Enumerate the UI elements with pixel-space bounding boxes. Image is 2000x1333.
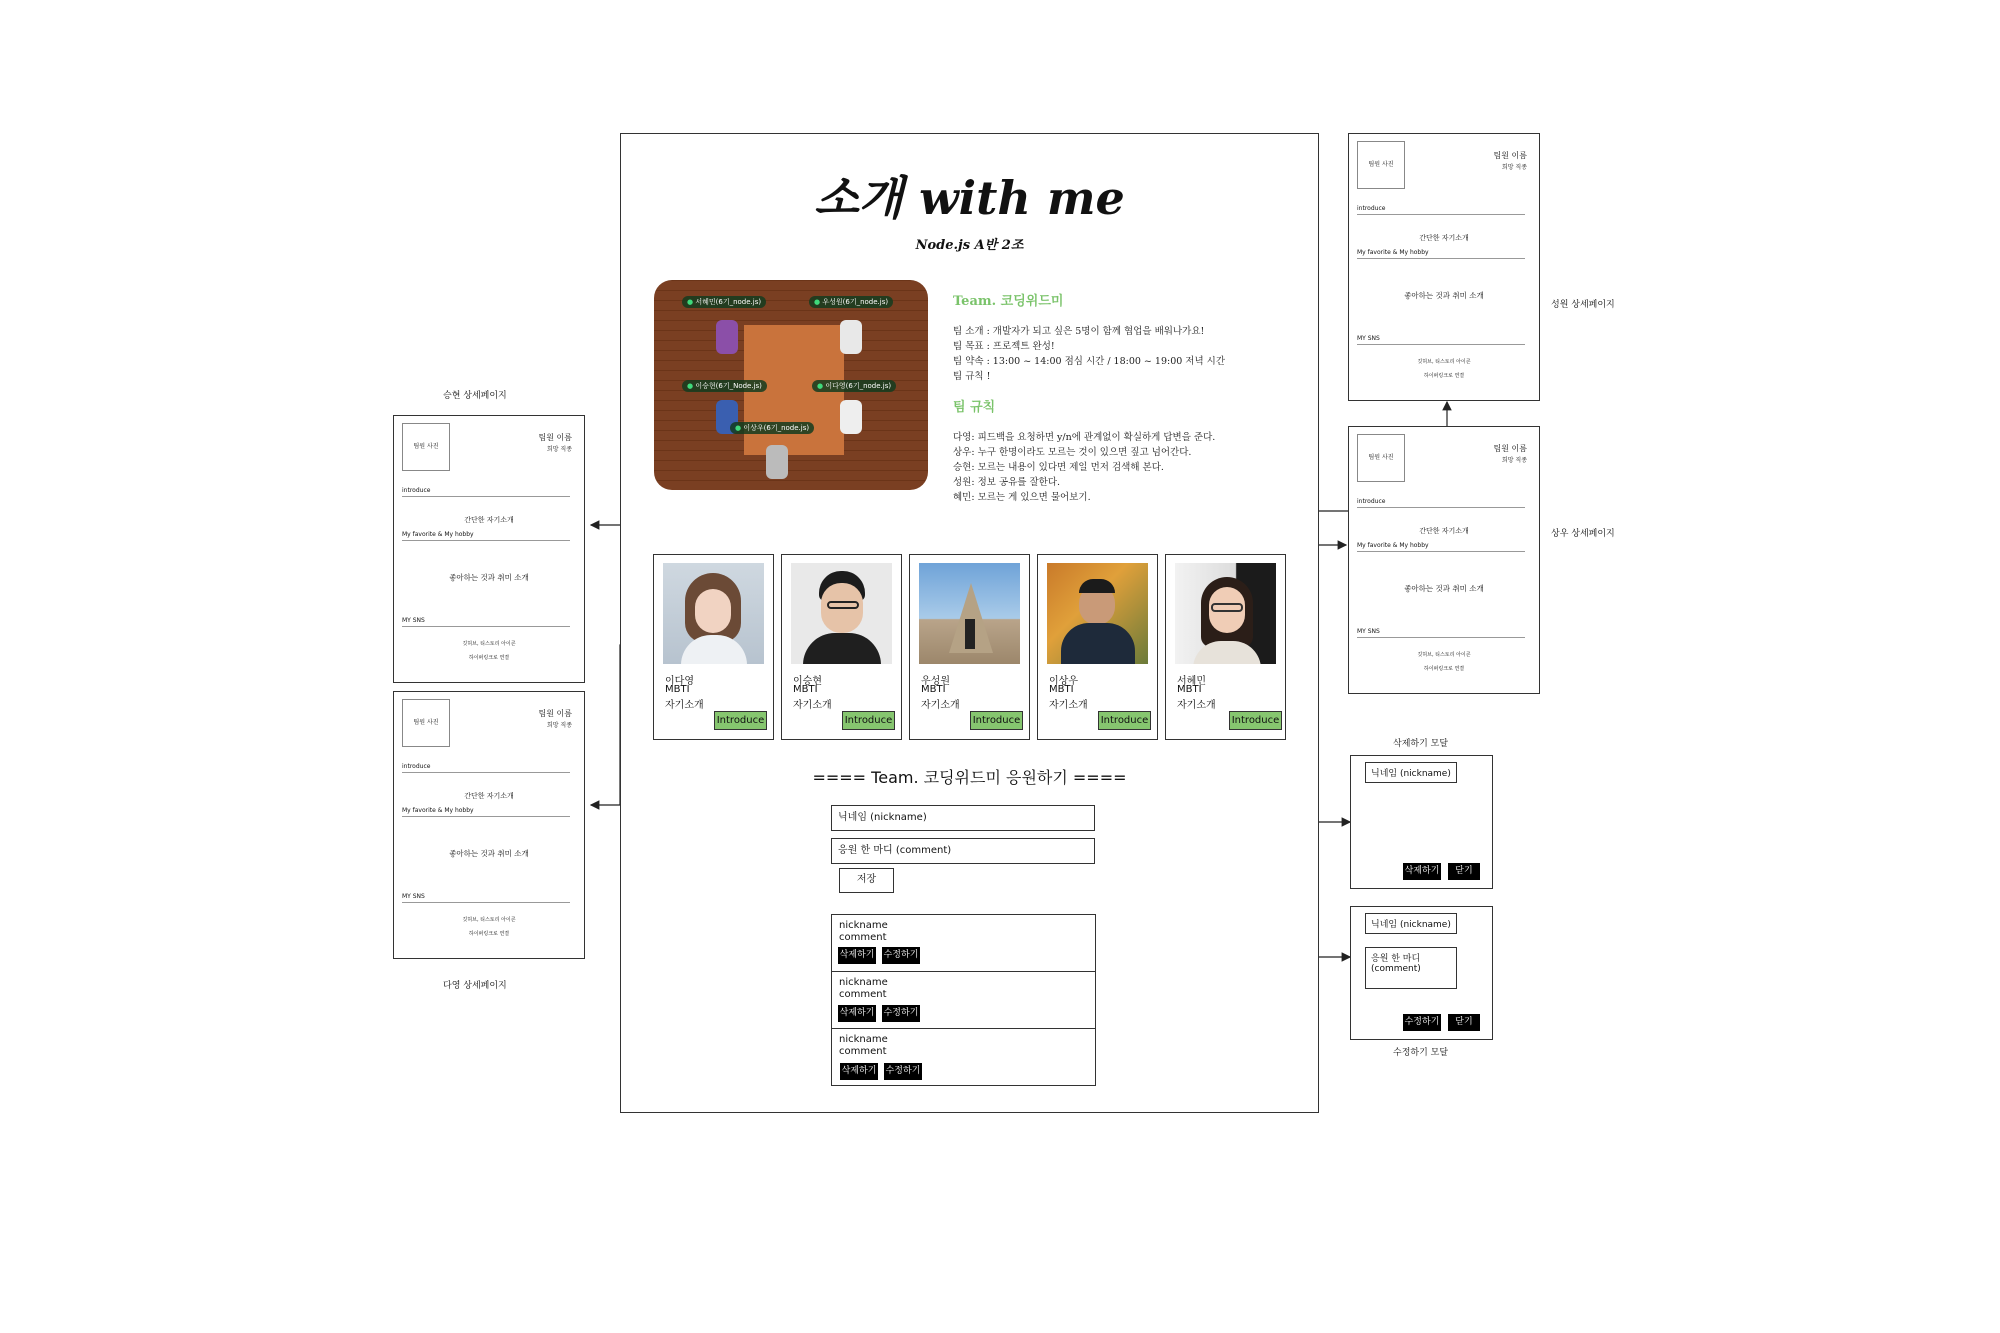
detail-member-name: 팀원 이름 <box>538 433 572 442</box>
edit-button[interactable]: 수정하기 <box>882 947 920 964</box>
introduce-button[interactable]: Introduce <box>970 711 1023 730</box>
member-card-seongwon <box>909 554 1030 740</box>
member-photo <box>663 563 764 664</box>
detail-favorite-label: My favorite & My hobby <box>1357 542 1429 549</box>
team-rules-title: 팀 규칙 <box>953 400 996 415</box>
member-intro: 자기소개 <box>665 700 704 711</box>
detail-job: 희망 직종 <box>546 446 572 453</box>
map-avatar <box>766 445 788 479</box>
delete-button[interactable]: 삭제하기 <box>838 1005 876 1022</box>
team-info-line: 팀 약속 : 13:00 ~ 14:00 점심 시간 / 18:00 ~ 19:00 저녁 시간 <box>953 356 1226 367</box>
detail-member-name: 팀원 이름 <box>1493 444 1527 453</box>
divider <box>1357 344 1525 345</box>
nickname-input[interactable]: 닉네임 (nickname) <box>831 805 1095 831</box>
divider <box>402 626 570 627</box>
detail-job: 희망 직종 <box>1501 164 1527 171</box>
member-photo <box>1175 563 1276 664</box>
map-avatar <box>840 320 862 354</box>
divider <box>1357 551 1525 552</box>
member-mbti: MBTI <box>921 684 946 695</box>
member-name: 이다영 <box>665 676 694 687</box>
detail-photo: 팀원 사진 <box>1357 434 1405 482</box>
member-card-dayoung <box>653 554 774 740</box>
member-mbti: MBTI <box>1049 684 1074 695</box>
map-avatar <box>840 400 862 434</box>
member-mbti: MBTI <box>665 684 690 695</box>
page-title: 소개 with me <box>814 171 1125 225</box>
delete-modal <box>1350 755 1493 889</box>
member-card-seunghyun <box>781 554 902 740</box>
team-info-line: 팀 목표 : 프로젝트 완성! <box>953 341 1055 352</box>
modal-nickname-field[interactable]: 닉네임 (nickname) <box>1365 913 1457 934</box>
detail-photo: 팀원 사진 <box>402 699 450 747</box>
member-photo <box>1047 563 1148 664</box>
detail-page-sangwoo <box>1348 426 1540 694</box>
map-name-tag: ● 서혜민(6기_node.js) <box>682 296 766 308</box>
team-info-line: 팀 소개 : 개발자가 되고 싶은 5명이 함께 협업을 배워나가요! <box>953 326 1205 337</box>
divider <box>1357 507 1525 508</box>
divider <box>1357 258 1525 259</box>
detail-self-intro: 간단한 자기소개 <box>464 792 514 800</box>
divider <box>402 772 570 773</box>
team-info-line: 팀 규칙 ! <box>953 371 991 382</box>
divider <box>402 496 570 497</box>
modal-nickname-field[interactable]: 닉네임 (nickname) <box>1365 762 1457 783</box>
delete-button[interactable]: 삭제하기 <box>838 947 876 964</box>
detail-sns-link[interactable]: 하이퍼링크로 연결 <box>1423 666 1465 672</box>
detail-sns-link[interactable]: 하이퍼링크로 연결 <box>468 931 510 937</box>
team-rule-line: 성원: 정보 공유를 잘한다. <box>953 477 1061 488</box>
detail-photo: 팀원 사진 <box>1357 141 1405 189</box>
detail-sns-icons[interactable]: 깃허브, 티스토리 아이콘 <box>1417 359 1471 365</box>
map-name-tag: ● 이다영(6기_node.js) <box>812 380 896 392</box>
detail-label-seunghyun: 승현 상세페이지 <box>443 391 507 401</box>
divider <box>402 816 570 817</box>
introduce-button[interactable]: Introduce <box>842 711 895 730</box>
member-mbti: MBTI <box>793 684 818 695</box>
page-subtitle: Node.js A반 2조 <box>915 238 1024 253</box>
team-rule-line: 상우: 누구 한명이라도 모르는 것이 있으면 짚고 넘어간다. <box>953 447 1192 458</box>
comment-item <box>831 971 1096 1029</box>
detail-sns-label: MY SNS <box>402 893 425 900</box>
detail-self-intro: 간단한 자기소개 <box>464 516 514 524</box>
detail-introduce-label: introduce <box>1357 205 1386 212</box>
map-name-tag: ● 우성원(6기_node.js) <box>809 296 893 308</box>
member-intro: 자기소개 <box>1177 700 1216 711</box>
map-name-tag: ● 이상우(6기_node.js) <box>730 422 814 434</box>
detail-likes: 좋아하는 것과 취미 소개 <box>449 849 529 858</box>
modal-close-button[interactable]: 닫기 <box>1448 863 1480 880</box>
divider <box>1357 637 1525 638</box>
edit-modal-label: 수정하기 모달 <box>1393 1048 1449 1058</box>
team-rule-line: 다영: 피드백을 요청하면 y/n에 관계없이 확실하게 답변을 준다. <box>953 432 1216 443</box>
detail-page-seongwon <box>1348 133 1540 401</box>
team-gather-map-image <box>654 280 928 490</box>
detail-favorite-label: My favorite & My hobby <box>402 807 474 814</box>
member-name: 이상우 <box>1049 676 1078 687</box>
member-intro: 자기소개 <box>793 700 832 711</box>
delete-button[interactable]: 삭제하기 <box>840 1063 878 1080</box>
detail-member-name: 팀원 이름 <box>1493 151 1527 160</box>
edit-button[interactable]: 수정하기 <box>882 1005 920 1022</box>
member-card-sangwoo <box>1037 554 1158 740</box>
comment-nickname: nickname <box>839 1034 888 1045</box>
detail-sns-label: MY SNS <box>1357 628 1380 635</box>
detail-favorite-label: My favorite & My hobby <box>402 531 474 538</box>
detail-sns-label: MY SNS <box>402 617 425 624</box>
detail-label-sangwoo: 상우 상세페이지 <box>1551 529 1615 539</box>
main-page-wireframe <box>620 133 1319 1113</box>
team-rule-line: 혜민: 모르는 게 있으면 물어보기. <box>953 492 1091 503</box>
detail-self-intro: 간단한 자기소개 <box>1419 234 1469 242</box>
save-button[interactable]: 저장 <box>839 868 894 893</box>
detail-member-name: 팀원 이름 <box>538 709 572 718</box>
detail-sns-icons[interactable]: 깃허브, 티스토리 아이콘 <box>1417 652 1471 658</box>
apply-heading: ==== Team. 코딩위드미 응원하기 ==== <box>812 768 1127 787</box>
detail-self-intro: 간단한 자기소개 <box>1419 527 1469 535</box>
member-photo <box>791 563 892 664</box>
modal-delete-button[interactable]: 삭제하기 <box>1403 863 1441 880</box>
comment-item <box>831 914 1096 972</box>
detail-label-dayoung: 다영 상세페이지 <box>443 981 507 991</box>
divider <box>402 540 570 541</box>
member-card-hyemin <box>1165 554 1286 740</box>
comment-item <box>831 1028 1096 1086</box>
modal-comment-field[interactable]: 응원 한 마디 (comment) <box>1365 947 1457 989</box>
detail-likes: 좋아하는 것과 취미 소개 <box>449 573 529 582</box>
divider <box>1357 214 1525 215</box>
modal-edit-button[interactable]: 수정하기 <box>1403 1014 1441 1031</box>
detail-likes: 좋아하는 것과 취미 소개 <box>1404 584 1484 593</box>
comment-input[interactable]: 응원 한 마디 (comment) <box>831 838 1095 864</box>
detail-introduce-label: introduce <box>402 763 431 770</box>
detail-sns-icons[interactable]: 깃허브, 티스토리 아이콘 <box>462 917 516 923</box>
map-avatar <box>716 320 738 354</box>
map-name-tag: ● 이승현(6기_Node.js) <box>682 380 767 392</box>
comment-text: comment <box>839 989 887 1000</box>
modal-close-button[interactable]: 닫기 <box>1448 1014 1480 1031</box>
member-intro: 자기소개 <box>1049 700 1088 711</box>
member-name: 이승현 <box>793 676 822 687</box>
member-photo <box>919 563 1020 664</box>
detail-job: 희망 직종 <box>1501 457 1527 464</box>
detail-photo: 팀원 사진 <box>402 423 450 471</box>
detail-introduce-label: introduce <box>402 487 431 494</box>
introduce-button[interactable]: Introduce <box>714 711 767 730</box>
comment-nickname: nickname <box>839 977 888 988</box>
detail-label-seongwon: 성원 상세페이지 <box>1551 300 1615 310</box>
member-name: 서혜민 <box>1177 676 1206 687</box>
team-name: Team. 코딩위드미 <box>953 294 1064 309</box>
comment-text: comment <box>839 932 887 943</box>
delete-modal-label: 삭제하기 모달 <box>1393 739 1449 749</box>
introduce-button[interactable]: Introduce <box>1098 711 1151 730</box>
detail-likes: 좋아하는 것과 취미 소개 <box>1404 291 1484 300</box>
detail-introduce-label: introduce <box>1357 498 1386 505</box>
detail-favorite-label: My favorite & My hobby <box>1357 249 1429 256</box>
detail-job: 희망 직종 <box>546 722 572 729</box>
detail-page-dayoung <box>393 691 585 959</box>
member-intro: 자기소개 <box>921 700 960 711</box>
detail-sns-label: MY SNS <box>1357 335 1380 342</box>
divider <box>402 902 570 903</box>
introduce-button[interactable]: Introduce <box>1229 711 1282 730</box>
detail-sns-icons[interactable]: 깃허브, 티스토리 아이콘 <box>462 641 516 647</box>
comment-nickname: nickname <box>839 920 888 931</box>
comment-text: comment <box>839 1046 887 1057</box>
edit-modal <box>1350 906 1493 1040</box>
member-name: 우성원 <box>921 676 950 687</box>
detail-sns-link[interactable]: 하이퍼링크로 연결 <box>1423 373 1465 379</box>
team-rule-line: 승현: 모르는 내용이 있다면 제일 먼저 검색해 본다. <box>953 462 1164 473</box>
edit-button[interactable]: 수정하기 <box>884 1063 922 1080</box>
detail-page-seunghyun <box>393 415 585 683</box>
member-mbti: MBTI <box>1177 684 1202 695</box>
detail-sns-link[interactable]: 하이퍼링크로 연결 <box>468 655 510 661</box>
